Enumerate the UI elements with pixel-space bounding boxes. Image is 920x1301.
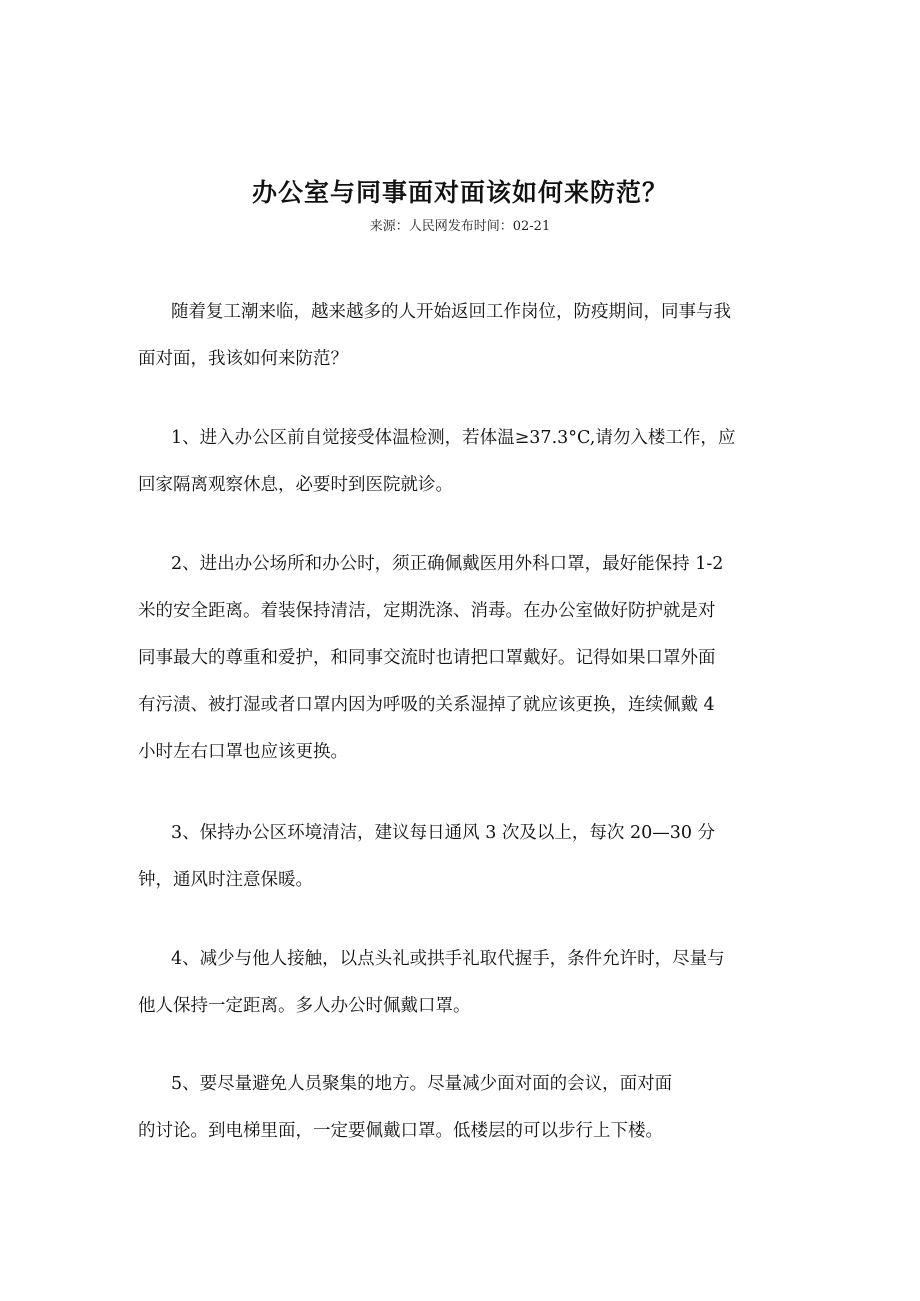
source-date-line: 来源：人民网发布时间：02-21 [369,219,551,234]
document-title: 办公室与同事面对面该如何来防范？ [251,178,668,207]
item-4-paragraph [138,936,828,1030]
intro-paragraph [138,289,828,383]
paragraph-line: 3、保持办公区环境清洁，建议每日通风 3 次及以上，每次 20—30 分 [171,823,716,843]
paragraph-line: 面对面，我该如何来防范？ [138,349,348,369]
paragraph-line: 他人保持一定距离。多人办公时佩戴口罩。 [138,996,471,1016]
paragraph-line: 的讨论。到电梯里面，一定要佩戴口罩。低楼层的可以步行上下楼。 [138,1121,663,1141]
item-3-paragraph [138,810,828,904]
paragraph-line: 同事最大的尊重和爱护，和同事交流时也请把口罩戴好。记得如果口罩外面 [138,648,716,668]
paragraph-line: 小时左右口罩也应该更换。 [138,742,348,762]
item-1-paragraph [138,415,828,509]
paragraph-line: 米的安全距离。着装保持清洁，定期洗涤、消毒。在办公室做好防护就是对 [138,601,716,621]
item-2-paragraph [138,541,828,776]
paragraph-line: 5、要尽量避免人员聚集的地方。尽量减少面对面的会议，面对面 [171,1074,673,1094]
paragraph-line: 1、进入办公区前自觉接受体温检测，若体温≥37.3°C,请勿入楼工作，应 [171,428,736,448]
paragraph-line: 随着复工潮来临，越来越多的人开始返回工作岗位，防疫期间，同事与我 [171,302,731,322]
paragraph-line: 有污渍、被打湿或者口罩内因为呼吸的关系湿掉了就应该更换，连续佩戴 4 [138,695,715,715]
paragraph-line: 回家隔离观察休息，必要时到医院就诊。 [138,475,453,495]
item-5-paragraph [138,1061,828,1155]
paragraph-line: 2、进出办公场所和办公时，须正确佩戴医用外科口罩，最好能保持 1-2 [171,554,724,574]
paragraph-line: 4、减少与他人接触，以点头礼或拱手礼取代握手，条件允许时，尽量与 [171,949,725,969]
paragraph-line: 钟，通风时注意保暖。 [138,870,313,890]
